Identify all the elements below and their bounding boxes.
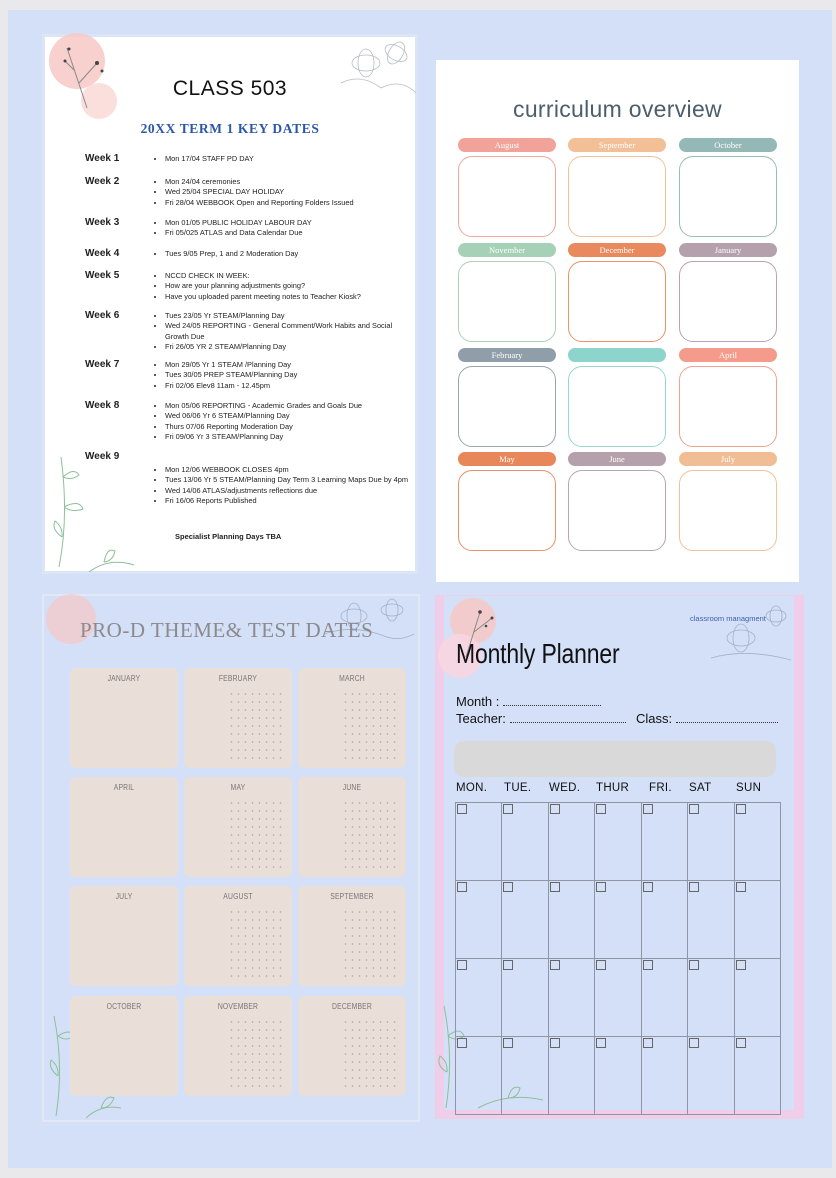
event-item: • Tues 23/05 Yr STEAM/Planning Day	[165, 311, 415, 321]
day-checkbox[interactable]	[689, 882, 699, 892]
month-card-label: MARCH	[339, 674, 365, 683]
day-cell[interactable]	[456, 881, 502, 959]
day-checkbox[interactable]	[736, 960, 746, 970]
week-events	[155, 271, 415, 302]
dot-grid	[228, 1018, 284, 1088]
day-cell[interactable]	[642, 959, 688, 1037]
class-label: Class:	[636, 711, 673, 726]
day-checkbox[interactable]	[550, 1038, 560, 1048]
day-checkbox[interactable]	[689, 804, 699, 814]
event-item: • Tues 30/05 PREP STEAM/Planning Day	[165, 370, 415, 380]
week-label: Week 9	[85, 451, 120, 462]
month-card-label: JUNE	[342, 783, 362, 792]
event-item: • Have you uploaded parent meeting notes to Teacher Kiosk?	[165, 292, 415, 302]
month-tab: May	[458, 452, 556, 466]
month-tab: December	[568, 243, 666, 257]
event-item: • Fri 26/05 YR 2 STEAM/Planning Day	[165, 342, 415, 352]
teacher-label: Teacher:	[456, 711, 506, 726]
monthly-planner-title: Monthly Planner	[456, 638, 620, 669]
month-card[interactable]	[184, 668, 292, 768]
day-cell[interactable]	[502, 803, 548, 881]
day-cell[interactable]	[735, 881, 781, 959]
month-card[interactable]	[184, 777, 292, 877]
event-item: • Fri 28/04 WEBBOOK Open and Reporting Folders Issued	[165, 198, 415, 208]
month-card[interactable]	[70, 777, 178, 877]
month-card[interactable]	[298, 777, 406, 877]
pro-d-title: PRO-D THEME& TEST DATES	[80, 618, 374, 642]
event-item: • Wed 24/05 REPORTING - General Comment/Work Habits and Social Growth Due	[165, 321, 415, 342]
teacher-field[interactable]	[456, 711, 626, 726]
day-checkbox[interactable]	[643, 804, 653, 814]
day-checkbox[interactable]	[643, 882, 653, 892]
dot-grid	[228, 799, 284, 869]
week-label: Week 6	[85, 310, 120, 321]
day-checkbox[interactable]	[643, 1038, 653, 1048]
month-notes-box[interactable]	[458, 366, 556, 447]
month-tab: June	[568, 452, 666, 466]
week-events	[155, 249, 415, 259]
month-notes-box[interactable]	[568, 470, 666, 551]
day-checkbox[interactable]	[736, 804, 746, 814]
event-item: • Wed 14/06 ATLAS/adjustments reflections due	[165, 486, 415, 496]
day-checkbox[interactable]	[736, 1038, 746, 1048]
month-notes-box[interactable]	[679, 366, 777, 447]
event-item: • Mon 17/04 STAFF PD DAY	[165, 154, 415, 164]
month-card[interactable]	[70, 996, 178, 1096]
month-card[interactable]	[184, 996, 292, 1096]
day-checkbox[interactable]	[503, 804, 513, 814]
teacher-blank-line[interactable]	[510, 711, 626, 723]
event-item: • Tues 13/06 Yr 5 STEAM/Planning Day Term 3 Learning Maps Due by 4pm	[165, 475, 415, 485]
day-cell[interactable]	[549, 959, 595, 1037]
month-card[interactable]	[298, 996, 406, 1096]
day-cell[interactable]	[502, 1037, 548, 1115]
week-events	[155, 311, 415, 353]
specialist-note: Specialist Planning Days TBA	[175, 532, 282, 541]
day-checkbox[interactable]	[503, 882, 513, 892]
month-notes-box[interactable]	[568, 366, 666, 447]
week-events	[155, 401, 415, 443]
day-checkbox[interactable]	[596, 960, 606, 970]
month-notes-box[interactable]	[679, 156, 777, 237]
event-item: • Mon 05/06 REPORTING - Academic Grades and Goals Due	[165, 401, 415, 411]
class-blank-line[interactable]	[676, 711, 778, 723]
weekday-header: MON.	[456, 782, 488, 794]
day-cell[interactable]	[595, 1037, 641, 1115]
weekday-header: TUE.	[504, 782, 532, 794]
month-field[interactable]	[456, 694, 601, 709]
weekday-header: FRI.	[649, 782, 672, 794]
week-label: Week 4	[85, 248, 120, 259]
monthly-planner-page	[435, 595, 804, 1119]
day-checkbox[interactable]	[550, 804, 560, 814]
month-tab: August	[458, 138, 556, 152]
week-label: Week 7	[85, 359, 120, 370]
event-item: • Mon 29/05 Yr 1 STEAM /Planning Day	[165, 360, 415, 370]
day-checkbox[interactable]	[596, 1038, 606, 1048]
dot-grid	[342, 1018, 398, 1088]
month-card-label: DECEMBER	[332, 1002, 372, 1011]
day-checkbox[interactable]	[736, 882, 746, 892]
weekday-header: WED.	[549, 782, 581, 794]
class-field[interactable]	[636, 711, 778, 726]
day-cell[interactable]	[688, 803, 734, 881]
event-item: • Fri 02/06 Elev8 11am - 12.45pm	[165, 381, 415, 391]
month-card[interactable]	[298, 668, 406, 768]
month-card-label: AUGUST	[223, 892, 253, 901]
month-tab: September	[568, 138, 666, 152]
day-cell[interactable]	[642, 881, 688, 959]
week-events	[155, 360, 415, 391]
event-item: • Fri 05/025 ATLAS and Data Calendar Due	[165, 228, 415, 238]
month-card-label: JULY	[115, 892, 133, 901]
dot-grid	[342, 690, 398, 760]
event-item: • NCCD CHECK IN WEEK:	[165, 271, 415, 281]
month-card-label: APRIL	[113, 783, 135, 792]
dot-grid	[342, 799, 398, 869]
month-tab: April	[679, 348, 777, 362]
event-item: • Fri 16/06 Reports Published	[165, 496, 415, 506]
day-cell[interactable]	[642, 1037, 688, 1115]
day-checkbox[interactable]	[503, 1038, 513, 1048]
month-blank-line[interactable]	[503, 694, 601, 706]
month-label: Month :	[456, 694, 500, 709]
day-checkbox[interactable]	[596, 804, 606, 814]
event-item: • How are your planning adjustments going?	[165, 281, 415, 291]
day-cell[interactable]	[456, 803, 502, 881]
notes-bar[interactable]	[454, 741, 776, 777]
month-notes-box[interactable]	[568, 261, 666, 342]
month-tab: October	[679, 138, 777, 152]
planner-sheet	[444, 596, 794, 1110]
week-events	[155, 154, 415, 164]
day-checkbox[interactable]	[550, 960, 560, 970]
dot-grid	[342, 908, 398, 978]
event-item: • Mon 12/06 WEBBOOK CLOSES 4pm	[165, 465, 415, 475]
term-key-dates-subtitle: 20XX TERM 1 KEY DATES	[140, 121, 320, 136]
day-cell[interactable]	[502, 959, 548, 1037]
event-item: • Wed 06/06 Yr 6 STEAM/Planning Day	[165, 411, 415, 421]
weekday-header: THUR	[596, 782, 630, 794]
month-tab: November	[458, 243, 556, 257]
day-checkbox[interactable]	[457, 804, 467, 814]
collage-board	[8, 10, 832, 1168]
month-card[interactable]	[184, 886, 292, 986]
week-label: Week 8	[85, 400, 120, 411]
month-card[interactable]	[70, 668, 178, 768]
day-cell[interactable]	[642, 803, 688, 881]
month-card-label: MAY	[230, 783, 246, 792]
month-notes-box[interactable]	[458, 261, 556, 342]
day-cell[interactable]	[688, 881, 734, 959]
event-item: • Fri 09/06 Yr 3 STEAM/Planning Day	[165, 432, 415, 442]
week-events	[155, 177, 415, 208]
flower-outline-icon	[706, 598, 796, 668]
day-cell[interactable]	[688, 1037, 734, 1115]
day-cell[interactable]	[735, 803, 781, 881]
month-card-label: NOVEMBER	[217, 1002, 259, 1011]
weekday-header: SAT	[689, 782, 712, 794]
month-tab: July	[679, 452, 777, 466]
week-events	[155, 218, 415, 239]
day-checkbox[interactable]	[457, 882, 467, 892]
day-cell[interactable]	[549, 803, 595, 881]
month-card-label: SEPTEMBER	[330, 892, 374, 901]
month-notes-box[interactable]	[679, 470, 777, 551]
calendar-grid	[455, 802, 781, 1115]
day-checkbox[interactable]	[689, 1038, 699, 1048]
event-item: • Mon 24/04 ceremonies	[165, 177, 415, 187]
day-cell[interactable]	[735, 959, 781, 1037]
day-cell[interactable]	[735, 1037, 781, 1115]
month-tab: February	[458, 348, 556, 362]
day-cell[interactable]	[595, 959, 641, 1037]
day-checkbox[interactable]	[689, 960, 699, 970]
curriculum-overview-page	[436, 60, 799, 582]
curriculum-title: curriculum overview	[513, 96, 722, 122]
day-cell[interactable]	[456, 1037, 502, 1115]
month-card-label: JANUARY	[107, 674, 141, 683]
month-tab: January	[679, 243, 777, 257]
dot-grid	[228, 690, 284, 760]
event-item: • Mon 01/05 PUBLIC HOLIDAY LABOUR DAY	[165, 218, 415, 228]
weekday-header: SUN	[736, 782, 762, 794]
key-dates-page	[42, 34, 418, 574]
day-checkbox[interactable]	[457, 1038, 467, 1048]
day-cell[interactable]	[549, 881, 595, 959]
event-item: • Tues 9/05 Prep, 1 and 2 Moderation Day	[165, 249, 415, 259]
day-checkbox[interactable]	[503, 960, 513, 970]
event-item: • Thurs 07/06 Reporting Moderation Day	[165, 422, 415, 432]
classroom-management-tag: classroom managment	[690, 614, 766, 623]
day-cell[interactable]	[688, 959, 734, 1037]
month-notes-box[interactable]	[568, 156, 666, 237]
month-card-label: FEBRUARY	[218, 674, 258, 683]
day-cell[interactable]	[595, 803, 641, 881]
day-checkbox[interactable]	[643, 960, 653, 970]
day-checkbox[interactable]	[550, 882, 560, 892]
class-title: CLASS 503	[172, 77, 288, 100]
month-card-label: OCTOBER	[106, 1002, 142, 1011]
week-label: Week 3	[85, 217, 120, 228]
day-cell[interactable]	[595, 881, 641, 959]
week-label: Week 1	[85, 153, 120, 164]
pro-d-dates-page	[42, 594, 420, 1122]
month-notes-box[interactable]	[458, 156, 556, 237]
dot-grid	[228, 908, 284, 978]
day-cell[interactable]	[456, 959, 502, 1037]
day-cell[interactable]	[549, 1037, 595, 1115]
month-notes-box[interactable]	[679, 261, 777, 342]
month-tab	[568, 348, 666, 362]
week-label: Week 2	[85, 176, 120, 187]
week-events	[155, 465, 415, 507]
month-notes-box[interactable]	[458, 470, 556, 551]
leaf-branch-icon	[49, 447, 139, 572]
event-item: • Wed 25/04 SPECIAL DAY HOLIDAY	[165, 187, 415, 197]
week-label: Week 5	[85, 270, 120, 281]
day-checkbox[interactable]	[457, 960, 467, 970]
day-cell[interactable]	[502, 881, 548, 959]
month-card[interactable]	[70, 886, 178, 986]
month-card[interactable]	[298, 886, 406, 986]
day-checkbox[interactable]	[596, 882, 606, 892]
